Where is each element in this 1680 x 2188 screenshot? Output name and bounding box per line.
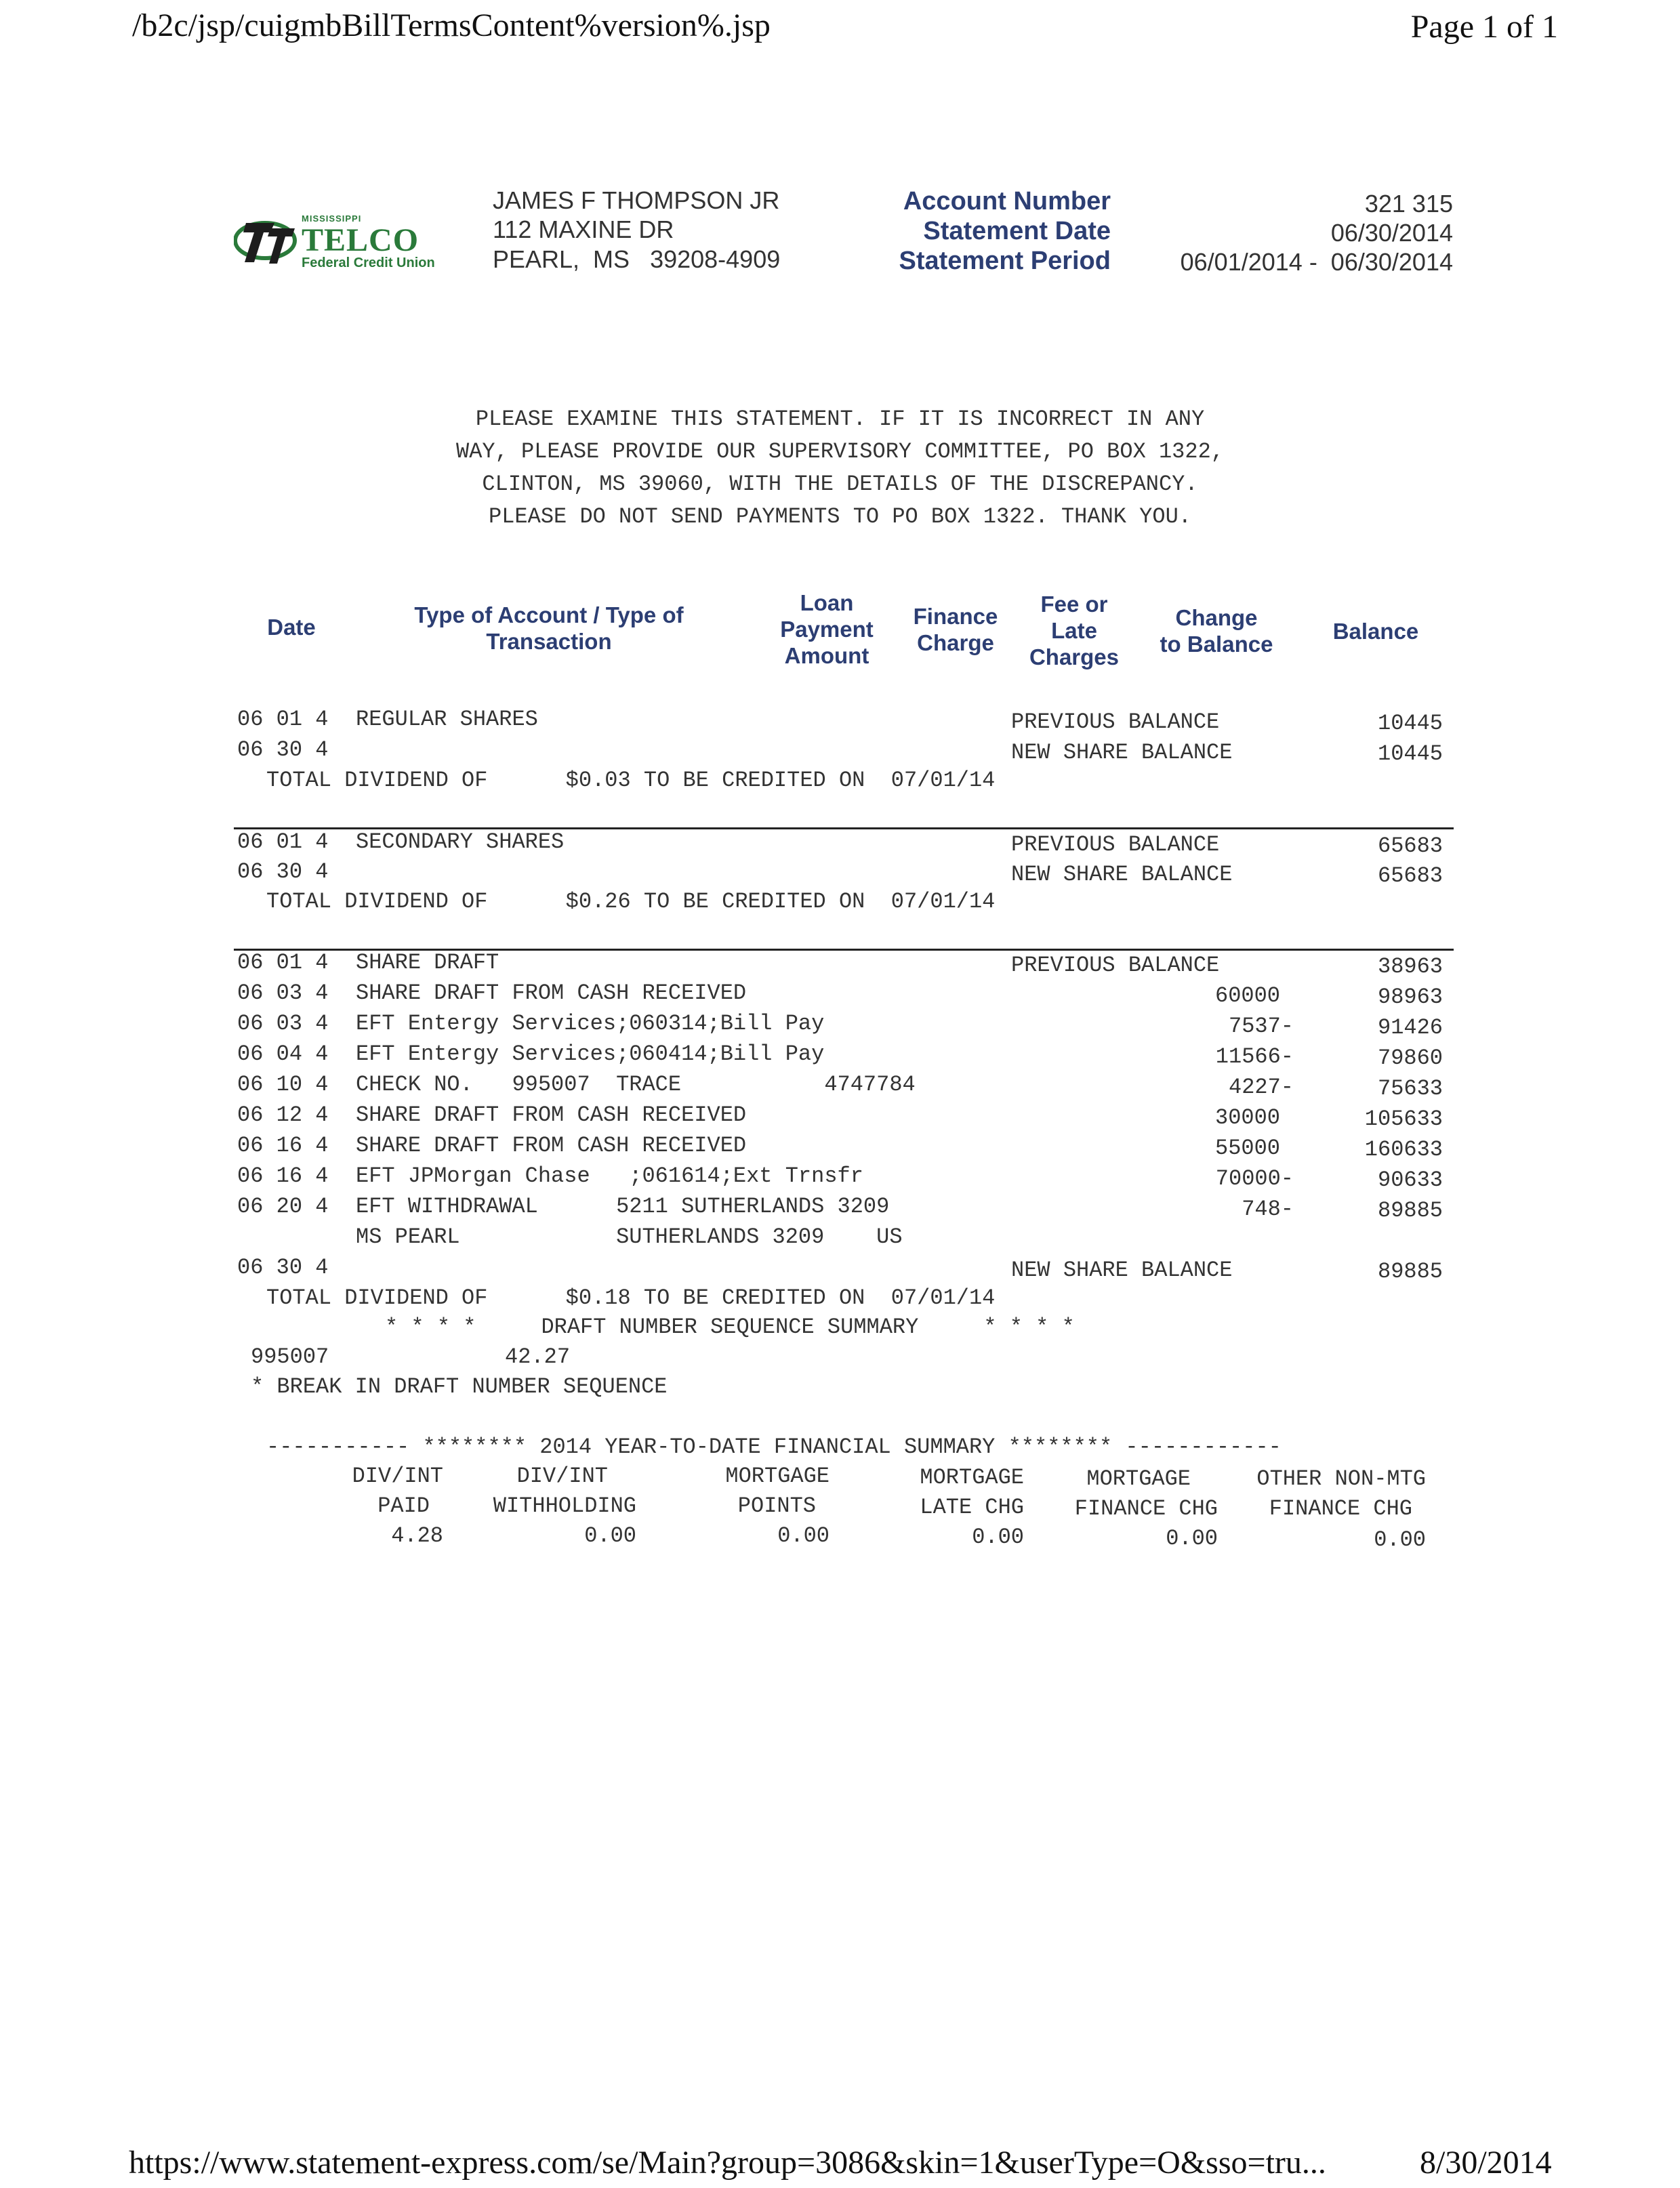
print-header-path: /b2c/jsp/cuigmbBillTermsContent%version%.jsp [132, 7, 771, 43]
draft-row-date: 06 12 4 [237, 1102, 329, 1128]
draft-row-date: 06 16 4 [237, 1133, 329, 1158]
secondary-line2-balance: 65683 [1377, 863, 1443, 888]
draft-row-date: 06 20 4 [237, 1194, 329, 1219]
regular-line1-desc: REGULAR SHARES [356, 707, 538, 732]
ytd-col-withholding-h1: DIV/INT [516, 1464, 608, 1489]
draft-row-balance: 89885 [1377, 1198, 1443, 1223]
regular-line1-label: PREVIOUS BALANCE [1011, 709, 1220, 735]
secondary-dividend: TOTAL DIVIDEND OF $0.26 TO BE CREDITED ON 07/01/14 [266, 889, 996, 914]
draft-row-balance: 91426 [1377, 1015, 1443, 1040]
credit-union-logo [234, 207, 457, 281]
draft-first-label: PREVIOUS BALANCE [1011, 953, 1220, 978]
draft-row-desc: EFT Entergy Services;060414;Bill Pay [356, 1041, 825, 1067]
column-header-fee-late: Fee or Late Charges [1029, 592, 1120, 669]
column-header-balance: Balance [1332, 619, 1419, 644]
regular-line2-date: 06 30 4 [237, 737, 329, 762]
draft-row-change: 55000 [1214, 1136, 1280, 1161]
draft-row-balance: 160633 [1364, 1137, 1443, 1162]
draft-last-balance: 89885 [1377, 1259, 1443, 1284]
ytd-col-other-finance-h2: FINANCE CHG [1269, 1496, 1412, 1521]
ytd-col-withholding-h2: WITHHOLDING [493, 1493, 636, 1519]
draft-row-desc: SHARE DRAFT FROM CASH RECEIVED [356, 1102, 747, 1128]
ytd-col-mtg-points-h2: POINTS [737, 1493, 816, 1519]
ytd-col-div-paid-value: 4.28 [391, 1523, 443, 1548]
statement-date-label: Statement Date [923, 217, 1111, 245]
draft-row-balance: 75633 [1377, 1076, 1443, 1101]
print-footer-date: 8/30/2014 [1420, 2145, 1552, 2181]
draft-row-desc: SHARE DRAFT FROM CASH RECEIVED [356, 1133, 747, 1158]
secondary-line1-desc: SECONDARY SHARES [356, 829, 565, 854]
draft-row-change: 70000- [1215, 1166, 1294, 1191]
draft-row-desc: EFT WITHDRAWAL 5211 SUTHERLANDS 3209 [356, 1194, 890, 1219]
ytd-col-mtg-late-h1: MORTGAGE [920, 1465, 1024, 1490]
column-header-finance-charge: Finance Charge [913, 604, 998, 655]
account-number-label: Account Number [903, 187, 1111, 215]
draft-row-change: 748- [1242, 1197, 1294, 1222]
secondary-line1-date: 06 01 4 [237, 829, 329, 854]
draft-break-note: * BREAK IN DRAFT NUMBER SEQUENCE [251, 1374, 668, 1399]
print-header-page-number: Page 1 of 1 [1410, 9, 1558, 45]
notice-line-4: PLEASE DO NOT SEND PAYMENTS TO PO BOX 1322. THANK YOU. [489, 504, 1191, 529]
draft-last-date: 06 30 4 [237, 1255, 329, 1280]
notice-line-1: PLEASE EXAMINE THIS STATEMENT. IF IT IS INCORRECT IN ANY [475, 407, 1205, 432]
column-header-date: Date [267, 615, 316, 640]
draft-row-change: 11566- [1215, 1044, 1294, 1069]
telco-mark-icon [234, 213, 299, 268]
secondary-line2-label: NEW SHARE BALANCE [1011, 862, 1233, 887]
draft-sequence-summary-title: * * * * DRAFT NUMBER SEQUENCE SUMMARY * * * * [385, 1315, 1075, 1340]
regular-line2-balance: 10445 [1377, 741, 1443, 766]
draft-row-desc: SHARE DRAFT FROM CASH RECEIVED [356, 981, 747, 1006]
secondary-line1-label: PREVIOUS BALANCE [1011, 832, 1220, 857]
draft-row-balance: 98963 [1377, 985, 1443, 1010]
draft-number: 995007 [251, 1344, 329, 1369]
draft-row-balance: 90633 [1377, 1168, 1443, 1193]
draft-row-date: 06 03 4 [237, 1011, 329, 1036]
column-header-change-balance: Change to Balance [1160, 605, 1273, 657]
statement-period-label: Statement Period [899, 247, 1111, 275]
draft-row-desc: EFT Entergy Services;060314;Bill Pay [356, 1011, 825, 1036]
member-city: PEARL, MS 39208-4909 [493, 245, 781, 273]
draft-dividend: TOTAL DIVIDEND OF $0.18 TO BE CREDITED ON 07/01/14 [266, 1285, 996, 1310]
regular-line1-balance: 10445 [1377, 711, 1443, 736]
draft-row-change: 30000 [1214, 1105, 1280, 1130]
ytd-col-withholding-value: 0.00 [584, 1523, 636, 1548]
draft-row-desc: EFT JPMorgan Chase ;061614;Ext Trnsfr [356, 1163, 863, 1189]
ytd-summary-title: ----------- ******** 2014 YEAR-TO-DATE FINANCIAL SUMMARY ******** ------------ [266, 1434, 1282, 1460]
ytd-col-div-paid-h2: PAID [377, 1493, 430, 1519]
draft-first-desc: SHARE DRAFT [356, 950, 499, 975]
logo-subtitle-text: Federal Credit Union [302, 255, 435, 270]
draft-row-balance: 105633 [1364, 1107, 1443, 1132]
draft-first-date: 06 01 4 [237, 950, 329, 975]
draft-row-date: 06 03 4 [237, 981, 329, 1006]
ytd-col-mtg-late-value: 0.00 [972, 1525, 1024, 1550]
logo-name-text: TELCO [302, 222, 419, 258]
column-header-loan-payment: Loan Payment Amount [780, 590, 874, 668]
draft-row-date: 06 16 4 [237, 1163, 329, 1189]
ytd-col-mtg-late-h2: LATE CHG [920, 1495, 1024, 1520]
column-header-type: Type of Account / Type of Transaction [414, 602, 684, 654]
notice-line-2: WAY, PLEASE PROVIDE OUR SUPERVISORY COMMITTEE, PO BOX 1322, [456, 439, 1224, 464]
secondary-line1-balance: 65683 [1377, 833, 1443, 859]
ytd-col-mtg-points-value: 0.00 [777, 1523, 829, 1548]
draft-row-balance: 79860 [1377, 1046, 1443, 1071]
ytd-col-mtg-finance-h1: MORTGAGE [1086, 1466, 1191, 1491]
ytd-col-mtg-finance-h2: FINANCE CHG [1074, 1496, 1218, 1521]
ytd-col-div-paid-h1: DIV/INT [352, 1464, 443, 1489]
draft-first-balance: 38963 [1377, 954, 1443, 979]
draft-row-desc: CHECK NO. 995007 TRACE 4747784 [356, 1072, 916, 1097]
draft-row-change: 4227- [1228, 1075, 1294, 1100]
statement-period-value: 06/01/2014 - 06/30/2014 [1180, 248, 1453, 276]
account-number-value: 321 315 [1364, 190, 1453, 218]
draft-row-date: 06 10 4 [237, 1072, 329, 1097]
ytd-col-mtg-finance-value: 0.00 [1166, 1526, 1218, 1551]
secondary-line2-date: 06 30 4 [237, 859, 329, 884]
print-footer-url: https://www.statement-express.com/se/Main?group=3086&skin=1&userType=O&sso=tru... [129, 2145, 1326, 2181]
ytd-col-mtg-points-h1: MORTGAGE [725, 1464, 829, 1489]
notice-line-3: CLINTON, MS 39060, WITH THE DETAILS OF THE DISCREPANCY. [482, 472, 1198, 497]
member-name: JAMES F THOMPSON JR [493, 186, 780, 214]
draft-row-change: 7537- [1228, 1014, 1294, 1039]
ytd-col-other-finance-h1: OTHER NON-MTG [1256, 1466, 1426, 1491]
draft-amount: 42.27 [505, 1344, 571, 1369]
regular-line2-label: NEW SHARE BALANCE [1011, 740, 1233, 765]
logo-state-text: MISSISSIPPI [302, 213, 362, 224]
draft-continuation-line: MS PEARL SUTHERLANDS 3209 US [356, 1224, 903, 1250]
regular-line1-date: 06 01 4 [237, 707, 329, 732]
ytd-col-other-finance-value: 0.00 [1374, 1527, 1426, 1552]
draft-row-change: 60000 [1214, 983, 1280, 1008]
draft-row-date: 06 04 4 [237, 1041, 329, 1067]
draft-last-label: NEW SHARE BALANCE [1011, 1258, 1233, 1283]
regular-dividend: TOTAL DIVIDEND OF $0.03 TO BE CREDITED ON 07/01/14 [266, 768, 996, 793]
statement-date-value: 06/30/2014 [1330, 219, 1453, 247]
member-street: 112 MAXINE DR [493, 215, 674, 243]
